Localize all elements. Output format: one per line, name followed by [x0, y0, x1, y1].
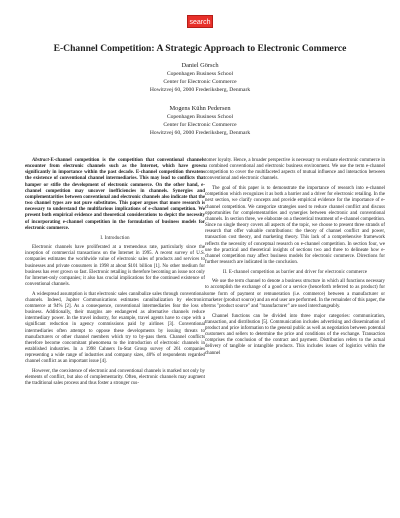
body-paragraph: tomer loyalty. Hence, a broader perspective is necessary to evaluate electronic commerce in a combined conventional and electronic business environment. We use the term e-channel competition to cover the multifaceted aspects of mutual influence and interaction between conventional and electronic channels. — [205, 158, 385, 182]
author-address: Howitzvej 60, 2000 Frederiksberg, Denmark — [149, 130, 251, 136]
paper-title: E-Channel Competition: A Strategic Approach to Electronic Commerce — [53, 43, 347, 54]
body-paragraph: A widespread assumption is that electronic sales cannibalize sales through conventional channels. Indeed, Jupiter Communications estimates cannibalization by electronic commerce at 94% [2]. As a consequence, conventional intermediaries fear the loss of business. Additionally, their margins are endangered as alternative channels reduce intermediary power. In the travel industry, for example, travel agents have to cope with a significant reduction in agency commissions paid by airlines [3]. Conventional intermediaries often attempt to oppose these developments by issuing threats to manufacturers or other channel members which try to by-pass them. Channel conflicts therefore become concomitant phenomena to the introduction of electronic channels in established industries. In a 1998 Cahners In-Stat Group survey of 261 companies representing a wide range of industries and company sizes, 40% of respondents regarded channel conflict as an important issue [4]. — [25, 291, 205, 365]
body-paragraph: Electronic channels have proliferated at a tremendous rate, particularly since the inception of commercial transactions on the Internet in 1995. A recent survey of U.S. companies estimates the worldwide value of electronic sales of products and services to businesses and private consumers in 1998 at about $101 billion [1]. No other medium for business has ever grown so fast. Electronic retailing is therefore becoming an issue not only for Internet-only companies; it also has crucial implications for the continued existence of conventional channels. — [25, 245, 205, 287]
author-name: Daniel Görsch — [181, 62, 219, 69]
author-block-2 — [0, 104, 400, 137]
author-affiliation: Center for Electronic Commerce — [163, 79, 237, 85]
abstract-text: -E-channel competition is the competition that conventional channels encounter from electronic channels such as the Internet, which have grown significantly in importance within the past decade. E-channel competition threatens the existence of conventional channel intermediaries. This may lead to conflicts that hamper or stifle the development of electronic commerce. On the other hand, e-channel competition may uncover inefficiencies in channels. Synergies and complementarities between conventional and electronic channels also indicate that the two channel types are not pure substitutes. This paper argues that more research is necessary to understand the multifarious implications of e-channel competition. We present both empirical evidence and theoretical considerations to depict the necessity of incorporating e-channel competition in the formulation of business models for electronic commerce. — [25, 158, 205, 231]
author-affiliation: Center for Electronic Commerce — [163, 122, 237, 128]
section-heading-introduction: I. Introduction — [100, 235, 130, 241]
body-paragraph: However, the coexistence of electronic and conventional channels is marked not only by elements of conflict, but also of complementarity. Often, electronic channels may augment the traditional sales process and thus foster a stronger cus- — [25, 369, 205, 387]
left-column — [25, 158, 205, 391]
author-affiliation: Copenhagen Business School — [166, 114, 234, 120]
author-block-1 — [0, 61, 400, 94]
right-column — [205, 158, 385, 360]
author-name: Mogens Kühn Pedersen — [169, 105, 231, 112]
author-affiliation: Copenhagen Business School — [166, 71, 234, 77]
body-paragraph: We use the term channel to denote a business structure in which all functions necessary to accomplish the exchange of a good or a service (henceforth referred to as product) for some form of payment or remuneration (i.e. commerce) between a manufacturer or marketer (product source) and an end user are performed. In the remainder of this paper, the terms "product source" and "manufacturer" are used interchangeably. — [205, 279, 385, 309]
body-paragraph: Channel functions can be divided into three major categories: communication, transaction, and distribution [5]. Communication includes advertising and dissemination of product and price information to the general public as well as negotiation between potential customers and sellers to determine the price and conditions of the exchange. Transaction comprises the conclusion of the contract and payment. Distribution refers to the actual delivery of tangible or intangible products. This includes issues of logistics within the channel — [205, 313, 385, 356]
abstract — [25, 158, 205, 232]
abstract-label: Abstract — [32, 158, 49, 163]
body-paragraph: The goal of this paper is to demonstrate the importance of research into e-channel competition which recognizes it as both a barrier and a driver for electronic retailing. In the next section, we clarify concepts and provide empirical evidence for the importance of e-channel competition. We categorize strategies used to reduce channel conflict and discuss opportunities for complementarities and synergies between electronic and conventional channels. In section three, we elaborate on a theoretical treatment of e-channel competition. Since no single theory covers all aspects of the topic, we choose to present three strands of research that offer valuable contributions: the theory of channel conflict and power, transaction cost theory, and marketing theory. This lack of a comprehensive framework reflects the necessity of conceptual research on e-channel competition. In section four, we use the practical and theoretical insights of sections two and three to delineate how e-channel competition may affect business models for electronic commerce. Directions for further research are indicated in the conclusion. — [205, 186, 385, 265]
search-button[interactable]: search — [187, 15, 213, 28]
author-address: Howitzvej 60, 2000 Frederiksberg, Denmark — [149, 87, 251, 93]
section-heading-ii: II. E-channel competition as barrier and driver for electronic commerce — [222, 270, 368, 276]
